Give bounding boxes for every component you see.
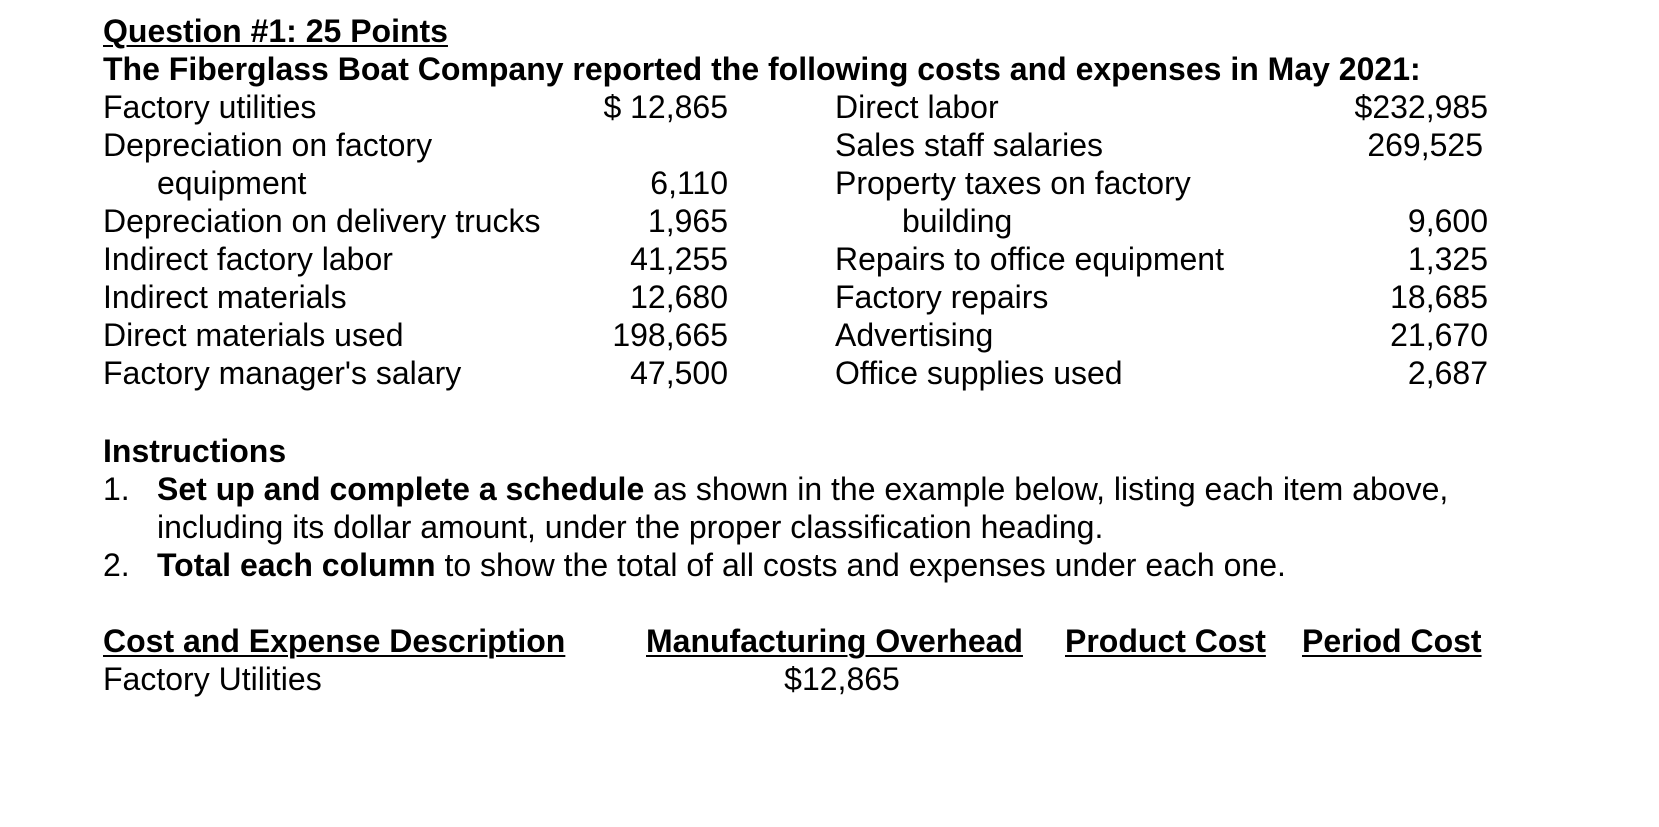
right-item-label: Sales staff salaries bbox=[835, 127, 1103, 163]
right-item-amount: 21,670 bbox=[1390, 317, 1488, 353]
left-item-label: Indirect factory labor bbox=[103, 241, 393, 277]
right-item-amount: 18,685 bbox=[1390, 279, 1488, 315]
instruction-number: 2. bbox=[103, 547, 130, 583]
intro-text: The Fiberglass Boat Company reported the following costs and expenses in May 2021: bbox=[103, 51, 1421, 87]
instructions-heading: Instructions bbox=[103, 433, 287, 469]
question-heading: Question #1: 25 Points bbox=[103, 13, 448, 49]
instruction-number: 1. bbox=[103, 471, 130, 507]
right-item-label: Office supplies used bbox=[835, 355, 1123, 391]
instruction-text bbox=[157, 470, 1448, 508]
left-item-label: Direct materials used bbox=[103, 317, 404, 353]
instruction-body-text: as shown in the example below, listing each item above, bbox=[644, 471, 1449, 507]
left-item-amount: $ 12,865 bbox=[603, 89, 728, 125]
left-item-label: Factory utilities bbox=[103, 89, 317, 125]
instruction-bold-text: Set up and complete a schedule bbox=[157, 471, 645, 507]
schedule-header-period-cost: Period Cost bbox=[1302, 623, 1482, 659]
left-item-label: Factory manager's salary bbox=[103, 355, 462, 391]
schedule-header-description: Cost and Expense Description bbox=[103, 623, 566, 659]
schedule-row-manufacturing-overhead: $12,865 bbox=[784, 661, 900, 697]
schedule-row-description: Factory Utilities bbox=[103, 661, 322, 697]
right-item-label: Repairs to office equipment bbox=[835, 241, 1224, 277]
left-item-label: Depreciation on factory bbox=[103, 127, 433, 163]
right-item-label: Property taxes on factory bbox=[835, 165, 1191, 201]
right-item-label: Direct labor bbox=[835, 89, 999, 125]
right-item-label: building bbox=[902, 203, 1013, 239]
right-item-amount: 9,600 bbox=[1407, 203, 1488, 239]
right-item-label: Factory repairs bbox=[835, 279, 1049, 315]
left-item-label: equipment bbox=[157, 165, 307, 201]
right-item-amount: 2,687 bbox=[1407, 355, 1488, 391]
left-item-amount: 198,665 bbox=[612, 317, 728, 353]
instruction-text-continued: including its dollar amount, under the proper classification heading. bbox=[157, 509, 1104, 545]
left-item-label: Indirect materials bbox=[103, 279, 347, 315]
right-item-amount: 1,325 bbox=[1407, 241, 1488, 277]
left-item-amount: 47,500 bbox=[630, 355, 728, 391]
left-item-amount: 6,110 bbox=[650, 165, 728, 201]
left-item-amount: 12,680 bbox=[630, 279, 728, 315]
left-item-label: Depreciation on delivery trucks bbox=[103, 203, 541, 239]
schedule-header-manufacturing-overhead: Manufacturing Overhead bbox=[646, 623, 1023, 659]
right-item-label: Advertising bbox=[835, 317, 994, 353]
instruction-bold-text: Total each column bbox=[157, 547, 436, 583]
right-item-amount: 269,525 bbox=[1367, 127, 1483, 163]
right-item-amount: $232,985 bbox=[1354, 89, 1488, 125]
left-item-amount: 1,965 bbox=[647, 203, 728, 239]
instruction-body-text: to show the total of all costs and expenses under each one. bbox=[435, 547, 1286, 583]
instruction-text bbox=[157, 546, 1286, 584]
left-item-amount: 41,255 bbox=[630, 241, 728, 277]
schedule-header-product-cost: Product Cost bbox=[1065, 623, 1266, 659]
